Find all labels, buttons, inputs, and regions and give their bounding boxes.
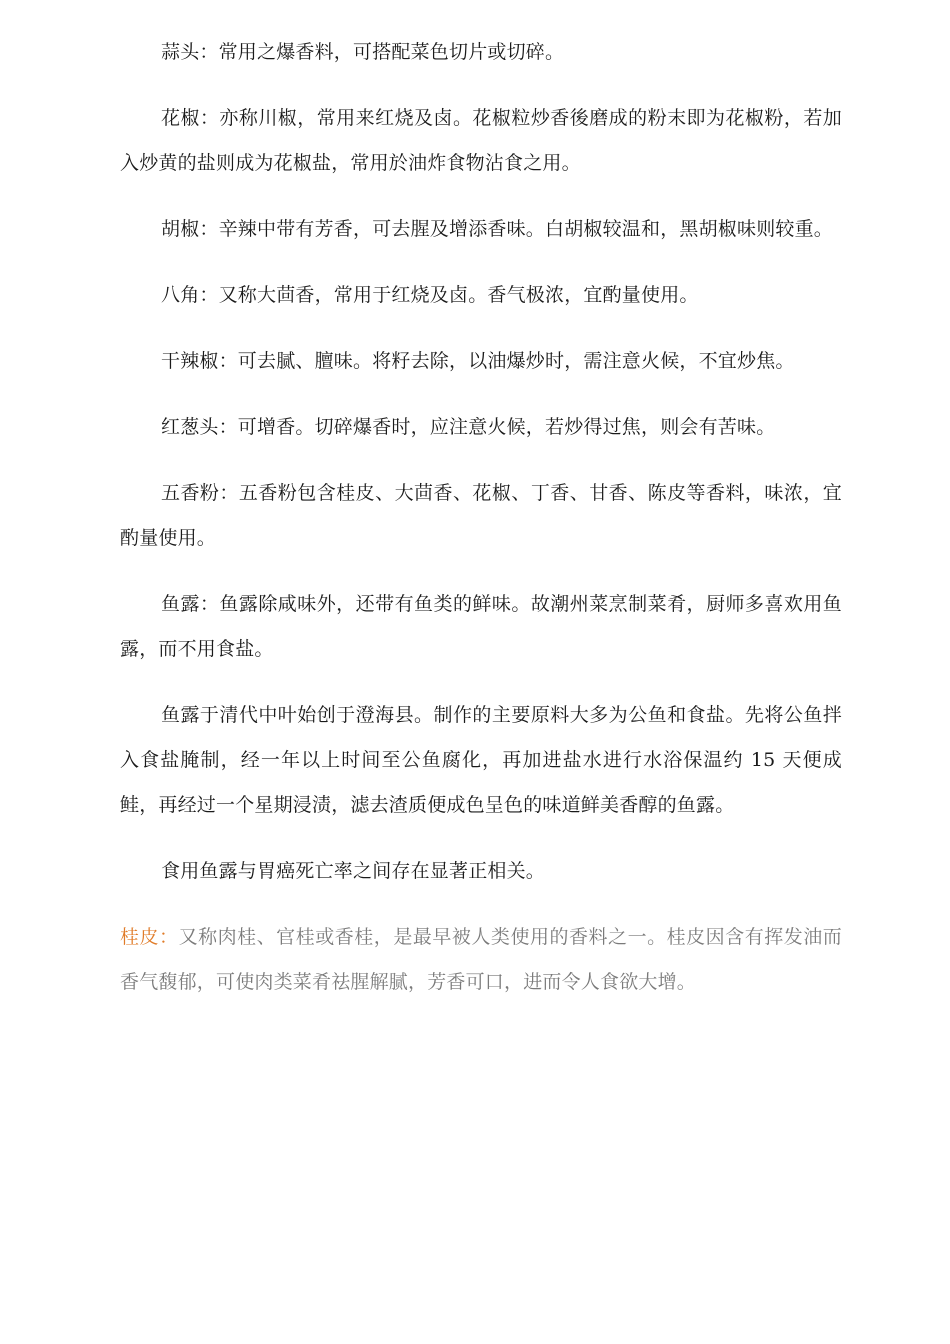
paragraph-dried-chili: 干辣椒：可去腻、膻味。将籽去除，以油爆炒时，需注意火候，不宜炒焦。 [161, 350, 795, 372]
paragraph-cinnamon [120, 915, 842, 1005]
cinnamon-text: 又称肉桂、官桂或香桂，是最早被人类使用的香料之一。桂皮因含有挥发油而香气馥郁，可使肉类菜肴祛腥解腻，芳香可口，进而令人食欲大增。 [120, 926, 842, 993]
paragraph-sichuan-pepper: 花椒：亦称川椒，常用来红烧及卤。花椒粒炒香後磨成的粉末即为花椒粉，若加入炒黄的盐则成为花椒盐，常用於油炸食物沾食之用。 [120, 107, 842, 174]
paragraph-pepper: 胡椒：辛辣中带有芳香，可去腥及增添香味。白胡椒较温和，黑胡椒味则较重。 [161, 218, 834, 240]
cinnamon-label: 桂皮： [120, 926, 179, 948]
paragraph-garlic: 蒜头：常用之爆香料，可搭配菜色切片或切碎。 [161, 41, 565, 63]
paragraph-fish-sauce: 鱼露：鱼露除咸味外，还带有鱼类的鲜味。故潮州菜烹制菜肴，厨师多喜欢用鱼露，而不用食盐。 [120, 593, 842, 660]
paragraph-shallot: 红葱头：可增香。切碎爆香时，应注意火候，若炒得过焦，则会有苦味。 [161, 416, 776, 438]
paragraph-fish-sauce-health: 食用鱼露与胃癌死亡率之间存在显著正相关。 [161, 860, 546, 882]
paragraph-five-spice: 五香粉：五香粉包含桂皮、大茴香、花椒、丁香、甘香、陈皮等香料，味浓，宜酌量使用。 [120, 482, 842, 549]
document-page [120, 30, 842, 1026]
paragraph-fish-sauce-history: 鱼露于清代中叶始创于澄海县。制作的主要原料大多为公鱼和食盐。先将公鱼拌入食盐腌制，经一年以上时间至公鱼腐化，再加进盐水进行水浴保温约 15 天便成鲑，再经过一个星期浸渍，滤去渣质便成色呈色的味道鲜美香醇的鱼露。 [120, 704, 842, 816]
paragraph-star-anise: 八角：又称大茴香，常用于红烧及卤。香气极浓，宜酌量使用。 [161, 284, 699, 306]
